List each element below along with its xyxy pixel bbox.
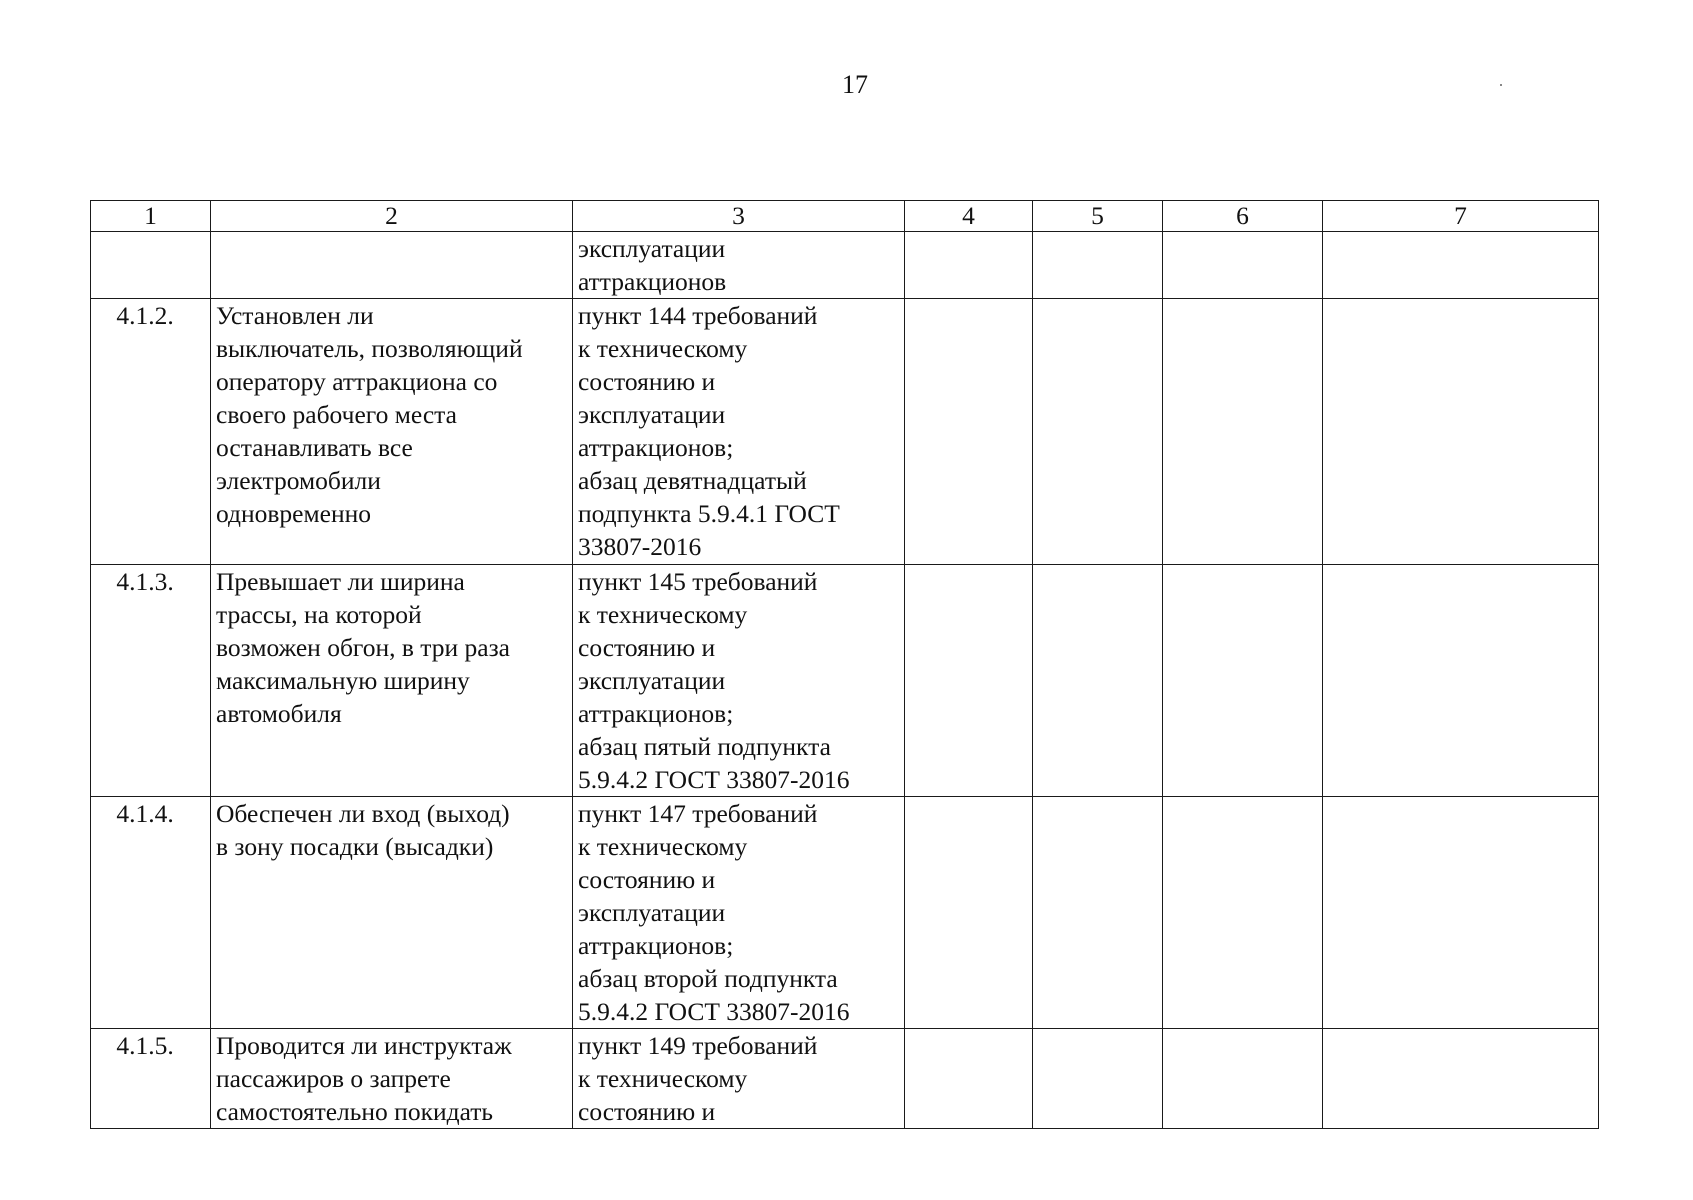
answer-cell <box>905 299 1033 565</box>
answer-cell <box>1033 232 1163 299</box>
item-number-cell: 4.1.4. <box>91 797 211 1029</box>
notes-cell <box>1323 565 1599 797</box>
answer-cell <box>905 565 1033 797</box>
item-number-cell: 4.1.3. <box>91 565 211 797</box>
answer-cell <box>905 797 1033 1029</box>
answer-cell <box>1033 797 1163 1029</box>
table-row <box>91 299 1599 565</box>
table-row <box>91 565 1599 797</box>
header-cell: 1 <box>91 201 211 232</box>
reference-cell: пункт 147 требований к техническому состоянию и эксплуатации аттракционов; абзац второй подпункта 5.9.4.2 ГОСТ 33807-2016 <box>573 797 905 1029</box>
reference-cell: эксплуатации аттракционов <box>573 232 905 299</box>
notes-cell <box>1323 1029 1599 1129</box>
notes-cell <box>1323 797 1599 1029</box>
header-cell: 5 <box>1033 201 1163 232</box>
reference-cell: пункт 149 требований к техническому состоянию и <box>573 1029 905 1129</box>
scan-artifact <box>1500 84 1502 86</box>
answer-cell <box>1033 299 1163 565</box>
header-cell: 4 <box>905 201 1033 232</box>
answer-cell <box>1163 1029 1323 1129</box>
answer-cell <box>905 1029 1033 1129</box>
header-cell: 7 <box>1323 201 1599 232</box>
question-cell: Обеспечен ли вход (выход) в зону посадки (высадки) <box>211 797 573 1029</box>
answer-cell <box>1033 1029 1163 1129</box>
item-number-cell: 4.1.5. <box>91 1029 211 1129</box>
question-cell <box>211 232 573 299</box>
table-row <box>91 232 1599 299</box>
reference-cell: пункт 145 требований к техническому состоянию и эксплуатации аттракционов; абзац пятый подпункта 5.9.4.2 ГОСТ 33807-2016 <box>573 565 905 797</box>
answer-cell <box>1163 299 1323 565</box>
answer-cell <box>1163 565 1323 797</box>
table-row <box>91 1029 1599 1129</box>
answer-cell <box>1163 797 1323 1029</box>
table-row <box>91 797 1599 1029</box>
header-cell: 3 <box>573 201 905 232</box>
answer-cell <box>905 232 1033 299</box>
checklist-table <box>90 200 1599 1129</box>
question-cell: Проводится ли инструктаж пассажиров о запрете самостоятельно покидать <box>211 1029 573 1129</box>
item-number-cell: 4.1.2. <box>91 299 211 565</box>
header-cell: 2 <box>211 201 573 232</box>
answer-cell <box>1033 565 1163 797</box>
item-number-cell <box>91 232 211 299</box>
answer-cell <box>1163 232 1323 299</box>
reference-cell: пункт 144 требований к техническому состоянию и эксплуатации аттракционов; абзац девятнадцатый подпункта 5.9.4.1 ГОСТ 33807-2016 <box>573 299 905 565</box>
page-number: 17 <box>842 70 868 99</box>
notes-cell <box>1323 232 1599 299</box>
question-cell: Установлен ли выключатель, позволяющий оператору аттракциона со своего рабочего места останавливать все электромобили одновременно <box>211 299 573 565</box>
table-header-row <box>91 201 1599 232</box>
notes-cell <box>1323 299 1599 565</box>
header-cell: 6 <box>1163 201 1323 232</box>
question-cell: Превышает ли ширина трассы, на которой возможен обгон, в три раза максимальную ширину автомобиля <box>211 565 573 797</box>
